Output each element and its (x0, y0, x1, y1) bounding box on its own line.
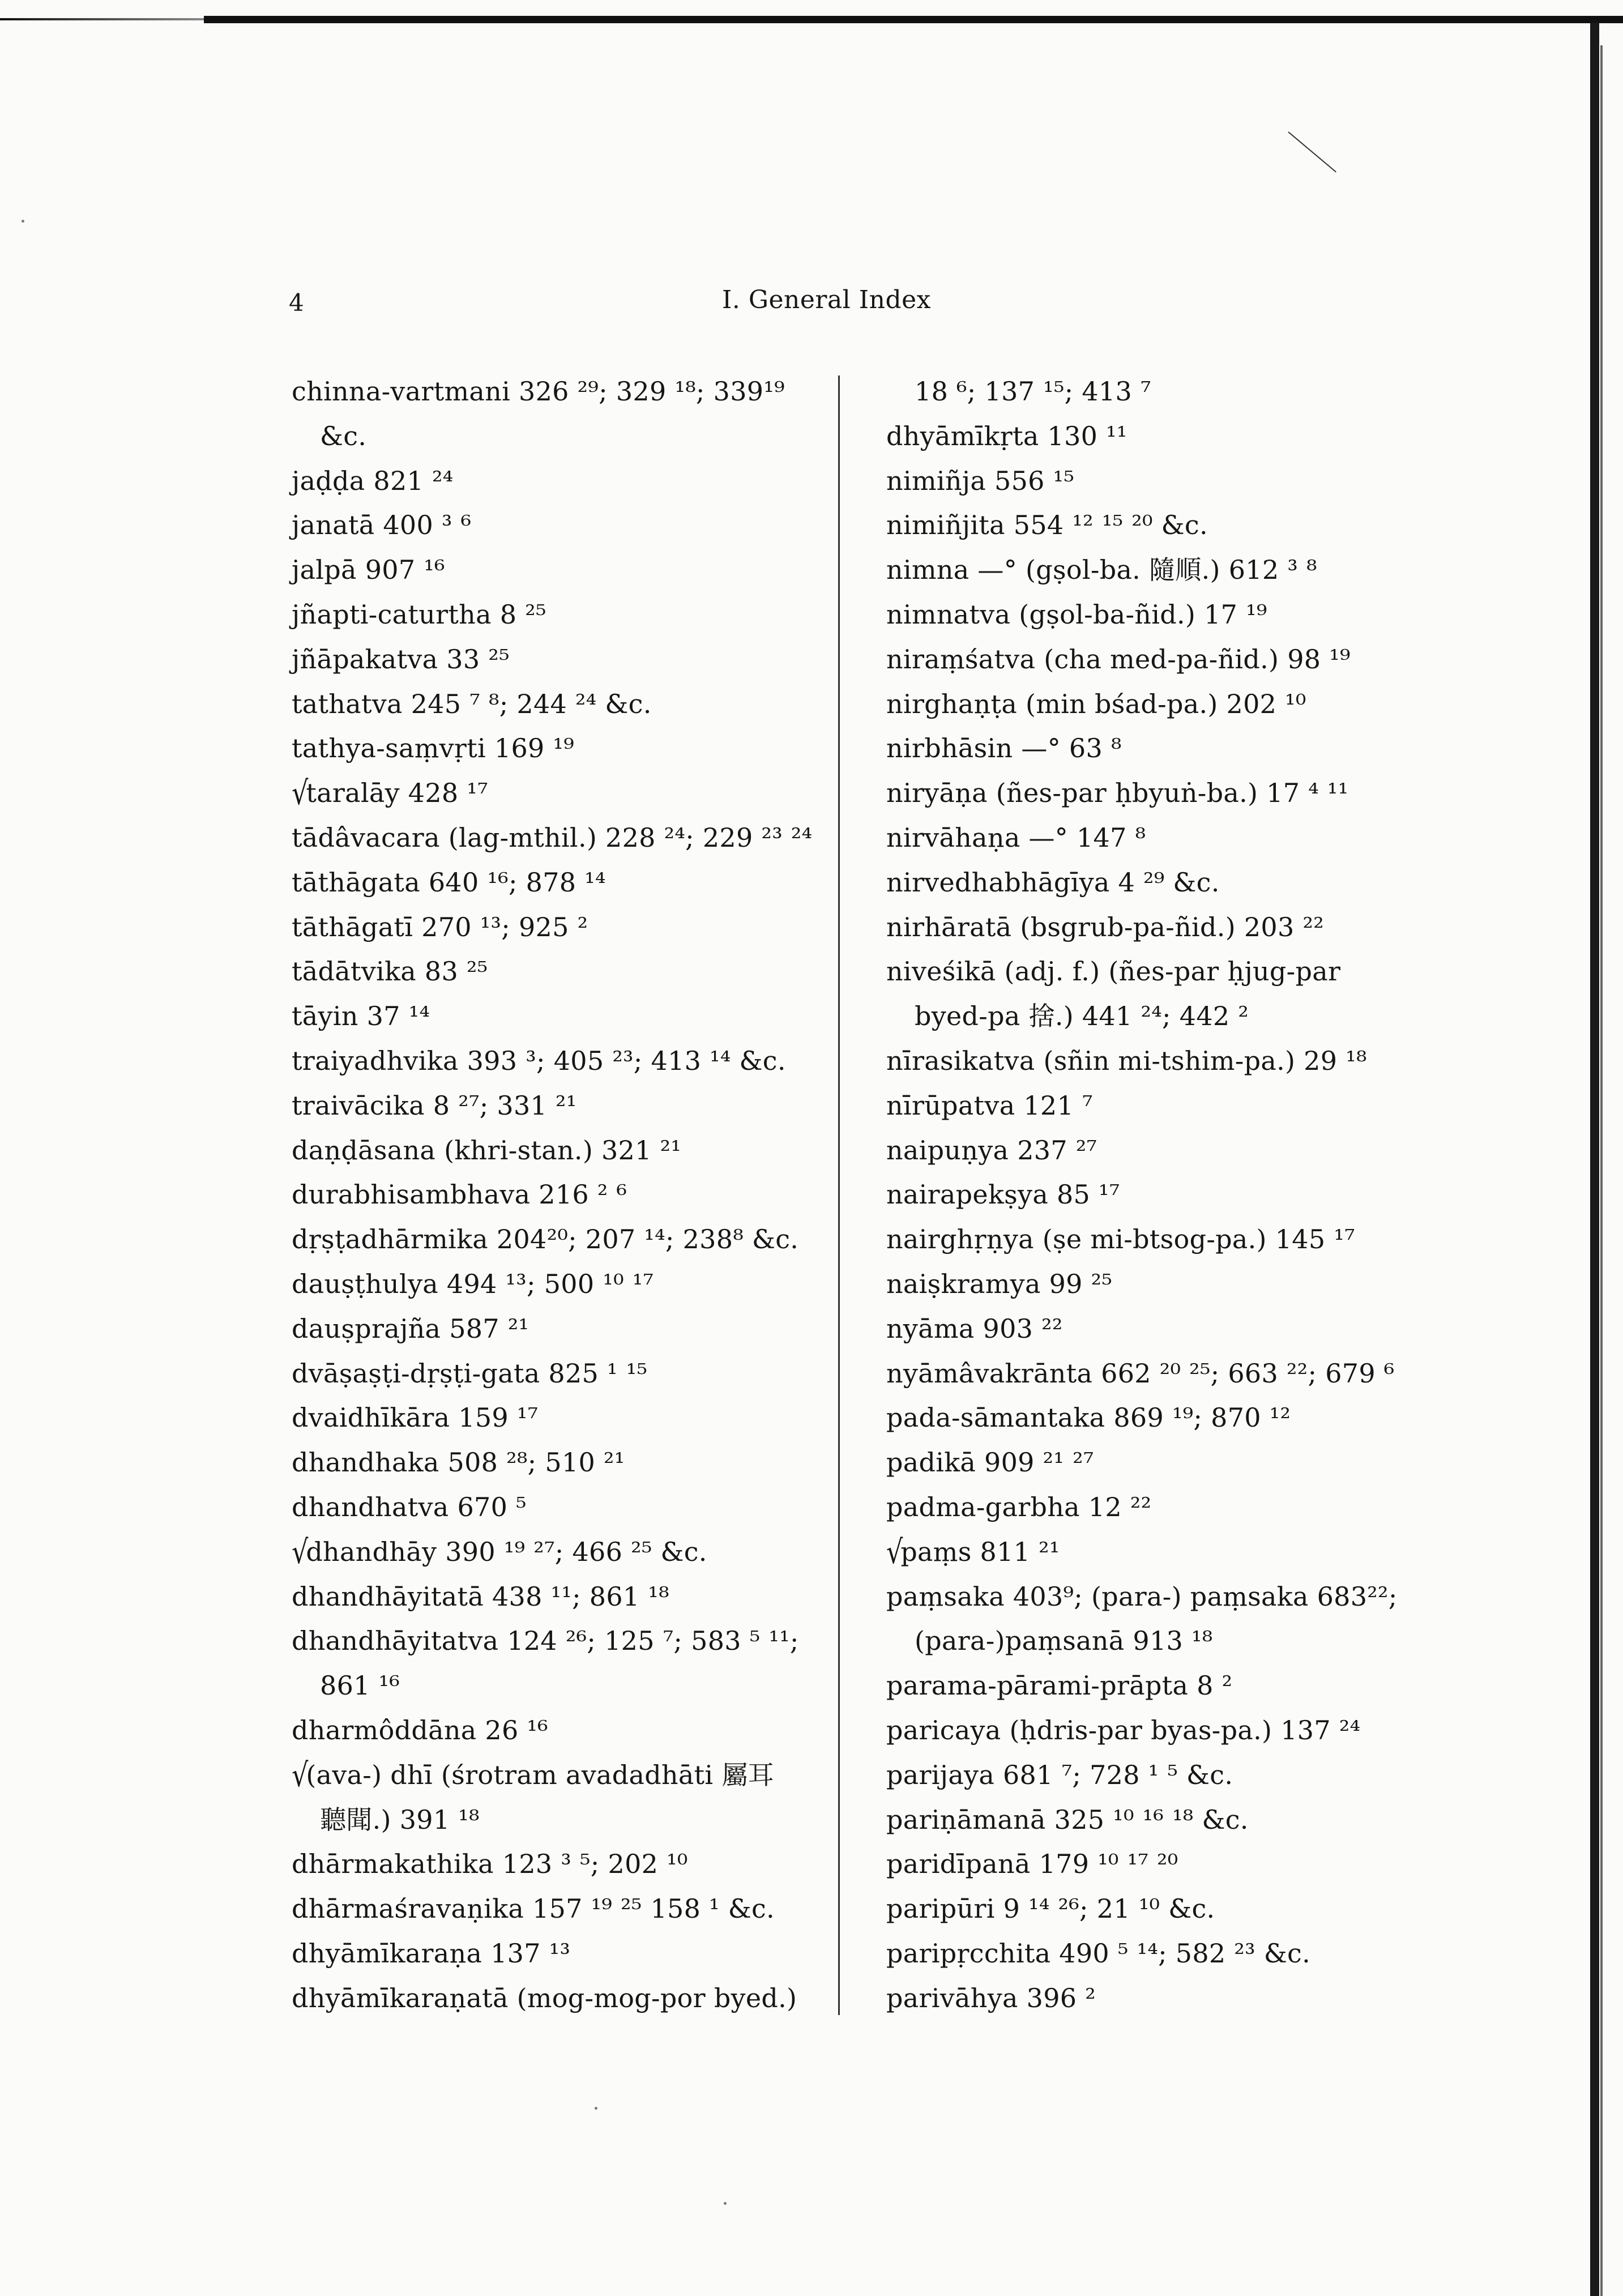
scan-speck (22, 220, 24, 223)
index-entry (886, 1217, 1458, 1262)
index-entry-text: chinna-vartmani 326 ²⁹; 329 ¹⁸; 339¹⁹ (292, 376, 785, 407)
index-entry (292, 1753, 818, 1798)
index-entry-text: naiṣkramya 99 ²⁵ (886, 1268, 1113, 1299)
index-entry (886, 682, 1458, 727)
index-entry-text: nirvedhabhāgīya 4 ²⁹ &c. (886, 867, 1220, 898)
index-entry-text: paripṛcchita 490 ⁵ ¹⁴; 582 ²³ &c. (886, 1937, 1311, 1969)
index-entry (886, 1172, 1458, 1217)
index-entry-text: traivācika 8 ²⁷; 331 ²¹ (292, 1090, 577, 1121)
index-entry (292, 1172, 818, 1217)
index-entry-text: 18 ⁶; 137 ¹⁵; 413 ⁷ (915, 376, 1151, 407)
index-entry (292, 1039, 818, 1083)
index-entry (886, 1395, 1458, 1440)
index-entry (886, 1262, 1458, 1307)
index-entry-text: paṃs 811 ²¹ (900, 1536, 1060, 1567)
index-entry-text: daṇḍāsana (khri-stan.) 321 ²¹ (292, 1134, 682, 1166)
index-entry (292, 905, 818, 950)
index-entry-text: taralāy 428 ¹⁷ (306, 778, 488, 809)
index-entry (292, 1440, 818, 1485)
index-entry-text: pada-sāmantaka 869 ¹⁹; 870 ¹² (886, 1402, 1291, 1433)
index-entry (292, 682, 818, 727)
index-entry-text: nirbhāsin —° 63 ⁸ (886, 733, 1122, 764)
index-entry-text: durabhisambhava 216 ² ⁶ (292, 1179, 627, 1210)
index-entry-text: dhyāmīkṛta 130 ¹¹ (886, 420, 1127, 451)
index-entry (886, 459, 1458, 503)
index-entry-text: padma-garbha 12 ²² (886, 1491, 1152, 1522)
index-entry (886, 1976, 1458, 2021)
index-entry (886, 1530, 1458, 1574)
index-entry-text: jñāpakatva 33 ²⁵ (292, 643, 510, 675)
running-head: I. General Index (722, 285, 931, 314)
index-entry-text: dvaidhīkāra 159 ¹⁷ (292, 1402, 539, 1433)
column-divider (838, 375, 840, 2015)
index-entry (292, 1574, 818, 1619)
index-entry-text: jalpā 907 ¹⁶ (292, 554, 445, 586)
index-entry (886, 1753, 1458, 1798)
index-entry (886, 860, 1458, 905)
index-entry (886, 369, 1458, 414)
index-entry-text: &c. (320, 420, 367, 451)
index-entry-text: niraṃśatva (cha med-pa-ñid.) 98 ¹⁹ (886, 643, 1351, 675)
index-entry (292, 1128, 818, 1173)
index-entry-text: nairghṛṇya (ṣe mi-btsog-pa.) 145 ¹⁷ (886, 1224, 1355, 1255)
index-entry (292, 1887, 818, 1931)
index-entry-text: tathya-saṃvṛti 169 ¹⁹ (292, 733, 575, 764)
index-entry-text: dhandhāy 390 ¹⁹ ²⁷; 466 ²⁵ &c. (306, 1536, 707, 1567)
index-entry (292, 860, 818, 905)
index-entry (292, 414, 818, 459)
index-entry (292, 637, 818, 682)
index-entry (886, 1307, 1458, 1351)
index-entry-text: dhyāmīkaraṇa 137 ¹³ (292, 1937, 571, 1969)
index-entry-text: tādâvacara (lag-mthil.) 228 ²⁴; 229 ²³ ²⁴ (292, 822, 813, 853)
index-entry-text: parama-pārami-prāpta 8 ² (886, 1670, 1233, 1701)
index-entry-text: dharmôddāna 26 ¹⁶ (292, 1714, 548, 1746)
index-entry (292, 949, 818, 994)
index-entry (886, 949, 1458, 994)
index-entry (886, 592, 1458, 637)
index-entry-text: dauṣṭhulya 494 ¹³; 500 ¹⁰ ¹⁷ (292, 1268, 654, 1299)
index-entry (886, 1708, 1458, 1753)
index-entry-text: naipuṇya 237 ²⁷ (886, 1134, 1097, 1166)
index-entry (292, 1395, 818, 1440)
index-entry-text: jñapti-caturtha 8 ²⁵ (292, 599, 546, 630)
index-entry (292, 816, 818, 860)
index-entry-text: traiyadhvika 393 ³; 405 ²³; 413 ¹⁴ &c. (292, 1045, 786, 1076)
index-entry (292, 1217, 818, 1262)
index-entry (886, 816, 1458, 860)
index-entry (292, 1976, 818, 2021)
index-entry (292, 1708, 818, 1753)
index-entry (292, 771, 818, 816)
index-entry-text: dhārmakathika 123 ³ ⁵; 202 ¹⁰ (292, 1849, 688, 1880)
index-entry-text: paricaya (ḥdris-par byas-pa.) 137 ²⁴ (886, 1714, 1361, 1746)
index-entry-text: nīrūpatva 121 ⁷ (886, 1090, 1093, 1121)
index-entry (886, 1619, 1458, 1663)
index-entry (886, 1798, 1458, 1842)
index-entry (292, 1351, 818, 1396)
index-entry-text: dṛṣṭadhārmika 204²⁰; 207 ¹⁴; 238⁸ &c. (292, 1224, 799, 1255)
index-column-left (292, 369, 818, 2020)
index-entry-text: 聽聞.) 391 ¹⁸ (320, 1804, 480, 1835)
index-entry (292, 1619, 818, 1663)
index-entry (886, 1128, 1458, 1173)
index-entry (886, 637, 1458, 682)
index-entry (292, 726, 818, 771)
index-entry-text: nirghaṇṭa (min bśad-pa.) 202 ¹⁰ (886, 688, 1306, 719)
index-entry-text: dauṣprajña 587 ²¹ (292, 1313, 529, 1344)
scan-speck (595, 2107, 597, 2110)
root-sign-icon: √ (292, 1755, 309, 1794)
index-entry (886, 1574, 1458, 1619)
index-entry-text: byed-pa 捨.) 441 ²⁴; 442 ² (915, 1001, 1249, 1032)
index-entry (292, 1931, 818, 1976)
index-entry-text: nyāmâvakrānta 662 ²⁰ ²⁵; 663 ²²; 679 ⁶ (886, 1358, 1395, 1389)
index-entry-text: niveśikā (adj. f.) (ñes-par ḥjug-par (886, 956, 1341, 987)
index-entry (292, 1798, 818, 1842)
scan-border-taper (0, 18, 204, 20)
index-entry-text: dhandhāyitatva 124 ²⁶; 125 ⁷; 583 ⁵ ¹¹; (292, 1625, 799, 1657)
index-entry (886, 1351, 1458, 1396)
index-entry (292, 1485, 818, 1530)
index-entry-text: nyāma 903 ²² (886, 1313, 1063, 1344)
index-entry-text: janatā 400 ³ ⁶ (292, 510, 472, 541)
index-entry (886, 1440, 1458, 1485)
index-entry (886, 1663, 1458, 1708)
index-entry (886, 726, 1458, 771)
index-entry-text: niryāṇa (ñes-par ḥbyuṅ-ba.) 17 ⁴ ¹¹ (886, 778, 1349, 809)
index-entry-text: nimna —° (gṣol-ba. 隨順.) 612 ³ ⁸ (886, 554, 1317, 586)
index-entry (292, 1842, 818, 1887)
index-entry-text: dvāṣaṣṭi-dṛṣṭi-gata 825 ¹ ¹⁵ (292, 1358, 648, 1389)
index-entry-text: 861 ¹⁶ (320, 1670, 400, 1701)
index-entry (292, 1083, 818, 1128)
index-entry (886, 1887, 1458, 1931)
index-entry (886, 503, 1458, 548)
index-entry-text: (para-)paṃsanā 913 ¹⁸ (915, 1625, 1213, 1657)
index-entry-text: jaḍḍa 821 ²⁴ (292, 465, 454, 496)
root-sign-icon: √ (886, 1532, 903, 1571)
root-sign-icon: √ (292, 774, 309, 812)
scan-speck (724, 2202, 727, 2205)
scan-border-right-inner (1600, 45, 1603, 2296)
index-entry-text: nirhāratā (bsgrub-pa-ñid.) 203 ²² (886, 911, 1324, 942)
index-entry-text: tādātvika 83 ²⁵ (292, 956, 488, 987)
scan-border-right (1590, 23, 1599, 2296)
index-entry (886, 905, 1458, 950)
index-entry-text: nimiñja 556 ¹⁵ (886, 465, 1075, 496)
index-entry-text: tathatva 245 ⁷ ⁸; 244 ²⁴ &c. (292, 688, 652, 719)
index-entry-text: parivāhya 396 ² (886, 1982, 1096, 2013)
index-entry (292, 1663, 818, 1708)
index-entry (292, 994, 818, 1039)
index-entry-text: dhandhatva 670 ⁵ (292, 1491, 527, 1522)
index-entry-text: dhārmaśravaṇika 157 ¹⁹ ²⁵ 158 ¹ &c. (292, 1893, 775, 1924)
index-entry-text: dhyāmīkaraṇatā (mog-mog-por byed.) (292, 1982, 797, 2013)
index-entry (886, 1931, 1458, 1976)
index-entry-text: pariṇāmanā 325 ¹⁰ ¹⁶ ¹⁸ &c. (886, 1804, 1249, 1835)
index-entry-text: nairapekṣya 85 ¹⁷ (886, 1179, 1120, 1210)
index-entry-text: paripūri 9 ¹⁴ ²⁶; 21 ¹⁰ &c. (886, 1893, 1215, 1924)
index-entry-text: tāthāgata 640 ¹⁶; 878 ¹⁴ (292, 867, 606, 898)
index-entry (292, 1262, 818, 1307)
index-entry-text: paṃsaka 403⁹; (para-) paṃsaka 683²²; (886, 1581, 1398, 1612)
index-entry-text: nimnatva (gṣol-ba-ñid.) 17 ¹⁹ (886, 599, 1267, 630)
index-entry (886, 1039, 1458, 1083)
index-entry-text: dhandhāyitatā 438 ¹¹; 861 ¹⁸ (292, 1581, 669, 1612)
index-entry (886, 1485, 1458, 1530)
index-entry-text: nimiñjita 554 ¹² ¹⁵ ²⁰ &c. (886, 510, 1208, 541)
index-entry (886, 414, 1458, 459)
index-entry-text: (ava-) dhī (śrotram avadadhāti 屬耳 (306, 1759, 774, 1790)
page-number: 4 (289, 289, 304, 317)
index-entry (292, 592, 818, 637)
index-entry-text: dhandhaka 508 ²⁸; 510 ²¹ (292, 1447, 625, 1478)
index-entry (292, 503, 818, 548)
index-entry (292, 1530, 818, 1574)
index-entry-text: nīrasikatva (sñin mi-tshim-pa.) 29 ¹⁸ (886, 1045, 1367, 1076)
index-entry (886, 1842, 1458, 1887)
index-entry (292, 369, 818, 414)
index-entry (886, 994, 1458, 1039)
index-entry (292, 459, 818, 503)
index-entry-text: tāyin 37 ¹⁴ (292, 1001, 430, 1032)
index-entry (292, 548, 818, 592)
index-entry-text: parijaya 681 ⁷; 728 ¹ ⁵ &c. (886, 1759, 1233, 1790)
index-entry-text: tāthāgatī 270 ¹³; 925 ² (292, 911, 588, 942)
scan-scratch-mark (1288, 131, 1336, 172)
index-entry (886, 548, 1458, 592)
index-entry (292, 1307, 818, 1351)
scan-border-top (0, 16, 1623, 23)
index-entry-text: paridīpanā 179 ¹⁰ ¹⁷ ²⁰ (886, 1849, 1178, 1880)
index-entry-text: padikā 909 ²¹ ²⁷ (886, 1447, 1094, 1478)
index-entry-text: nirvāhaṇa —° 147 ⁸ (886, 822, 1146, 853)
root-sign-icon: √ (292, 1532, 309, 1571)
index-entry (886, 1083, 1458, 1128)
index-entry (886, 771, 1458, 816)
index-column-right (886, 369, 1458, 2020)
